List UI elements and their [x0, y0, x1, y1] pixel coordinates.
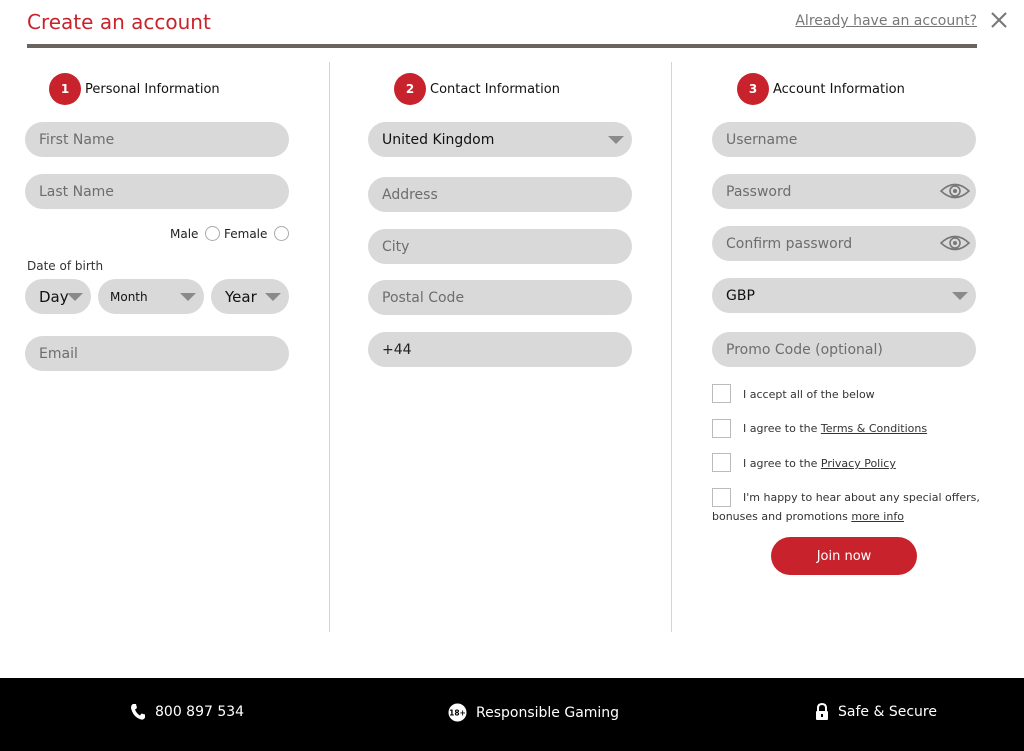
dob-month-value: Month — [110, 289, 148, 304]
dob-year-value: Year — [225, 287, 257, 306]
footer — [0, 678, 1024, 751]
column-divider — [671, 62, 672, 632]
city-input[interactable] — [382, 229, 632, 264]
accept-all-checkbox[interactable] — [712, 384, 731, 403]
step-contact — [394, 73, 560, 105]
gender-male[interactable] — [170, 226, 220, 241]
caret-down-icon — [180, 293, 196, 301]
email-field[interactable] — [25, 336, 289, 371]
column-divider — [329, 62, 330, 632]
dob-day-select[interactable] — [25, 279, 91, 314]
dob-month-select[interactable] — [98, 279, 204, 314]
age-badge-text: 18+ — [449, 708, 466, 718]
country-select[interactable] — [368, 122, 632, 157]
currency-select[interactable] — [712, 278, 976, 313]
close-button[interactable] — [989, 10, 1009, 30]
responsible-gaming-label: Responsible Gaming — [476, 704, 620, 721]
caret-down-icon — [952, 292, 968, 300]
password-input[interactable] — [726, 174, 976, 209]
footer-safe-secure[interactable] — [815, 703, 937, 721]
postal-code-input[interactable] — [382, 280, 632, 315]
username-field[interactable] — [712, 122, 976, 157]
footer-responsible-gaming[interactable] — [448, 703, 619, 722]
password-field[interactable] — [712, 174, 976, 209]
username-input[interactable] — [726, 122, 976, 157]
caret-down-icon — [608, 136, 624, 144]
gender-female[interactable] — [224, 226, 289, 241]
promo-code-input[interactable] — [726, 332, 976, 367]
first-name-input[interactable] — [39, 122, 289, 157]
step-number: 2 — [394, 73, 426, 105]
footer-phone[interactable] — [130, 703, 244, 721]
address-input[interactable] — [382, 177, 632, 212]
close-icon — [989, 10, 1009, 30]
currency-value: GBP — [726, 287, 755, 304]
more-info-link[interactable]: more info — [851, 510, 904, 523]
postal-code-field[interactable] — [368, 280, 632, 315]
promo-code-field[interactable] — [712, 332, 976, 367]
dob-year-select[interactable] — [211, 279, 289, 314]
eye-icon[interactable] — [940, 234, 970, 252]
step-number: 3 — [737, 73, 769, 105]
privacy-checkbox[interactable] — [712, 453, 731, 472]
step-label: Contact Information — [430, 81, 560, 97]
confirm-password-input[interactable] — [726, 226, 976, 261]
phone-number: 800 897 534 — [155, 704, 245, 720]
privacy-link[interactable]: Privacy Policy — [820, 457, 896, 470]
dob-label: Date of birth — [27, 259, 104, 273]
dob-day-value: Day — [39, 287, 69, 306]
privacy-prefix: I agree to the — [743, 457, 821, 470]
step-label: Account Information — [773, 81, 905, 97]
confirm-password-field[interactable] — [712, 226, 976, 261]
offers-prefix: bonuses and promotions — [712, 510, 852, 523]
terms-prefix: I agree to the — [743, 422, 821, 435]
gender-male-label: Male — [170, 226, 199, 241]
first-name-field[interactable] — [25, 122, 289, 157]
gender-female-radio[interactable] — [274, 226, 289, 241]
privacy-label — [743, 457, 896, 470]
offers-label-line1: I'm happy to hear about any special offers, — [743, 491, 980, 504]
lock-icon — [815, 703, 829, 721]
caret-down-icon — [67, 293, 83, 301]
accept-all-label: I accept all of the below — [743, 388, 875, 401]
terms-link[interactable]: Terms & Conditions — [820, 422, 928, 435]
offers-label-line2 — [712, 510, 904, 523]
last-name-input[interactable] — [39, 174, 289, 209]
caret-down-icon — [265, 293, 281, 301]
age-18-icon — [448, 703, 467, 722]
step-number: 1 — [49, 73, 81, 105]
email-input[interactable] — [39, 336, 289, 371]
step-account — [737, 73, 905, 105]
country-value: United Kingdom — [382, 131, 495, 148]
last-name-field[interactable] — [25, 174, 289, 209]
page-title: Create an account — [27, 10, 211, 34]
city-field[interactable] — [368, 229, 632, 264]
join-now-button[interactable]: Join now — [771, 537, 917, 575]
phone-icon — [130, 703, 146, 721]
terms-checkbox[interactable] — [712, 419, 731, 438]
gender-female-label: Female — [224, 226, 268, 241]
dialog-header — [27, 0, 977, 48]
safe-secure-label: Safe & Secure — [838, 704, 937, 720]
offers-checkbox[interactable] — [712, 488, 731, 507]
eye-icon[interactable] — [940, 182, 970, 200]
address-field[interactable] — [368, 177, 632, 212]
terms-label — [743, 422, 927, 435]
step-personal — [49, 73, 220, 105]
signin-link[interactable]: Already have an account? — [795, 13, 977, 29]
phone-input[interactable] — [382, 332, 632, 367]
step-label: Personal Information — [85, 81, 220, 97]
phone-field[interactable] — [368, 332, 632, 367]
gender-male-radio[interactable] — [205, 226, 220, 241]
